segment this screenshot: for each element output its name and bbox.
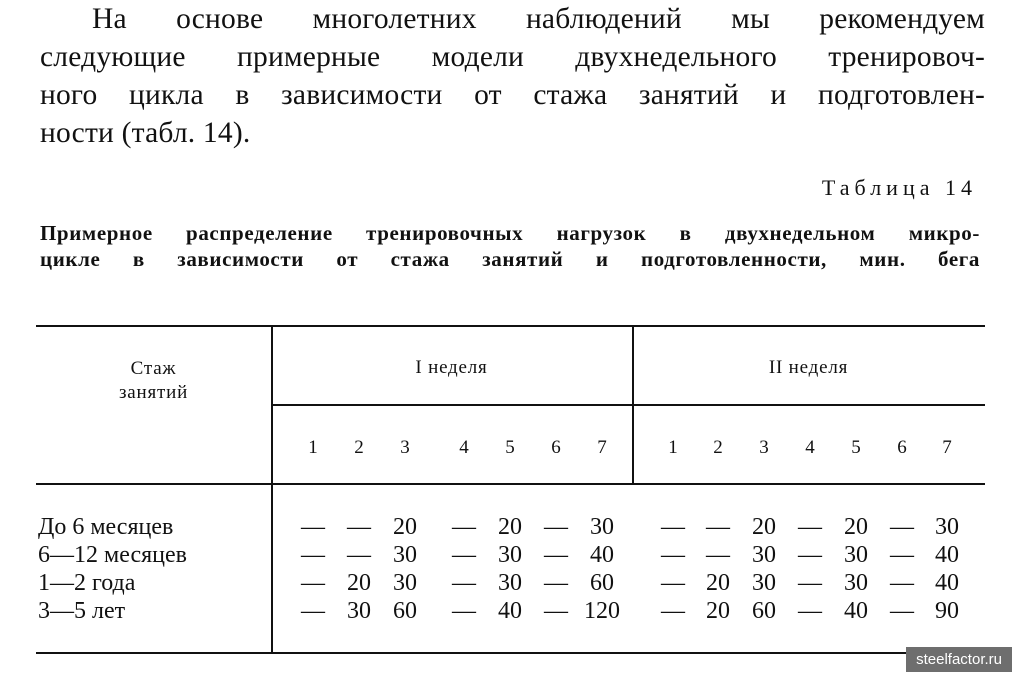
table-cell-value: —	[301, 570, 325, 596]
table-cell-value: 30	[347, 598, 371, 624]
row-label: 1—2 года	[38, 570, 136, 596]
day-number: 1	[308, 437, 318, 458]
table-cell-value: 30	[935, 514, 959, 540]
table-cell-value: —	[890, 570, 914, 596]
caption-line: цикле в зависимости от стажа занятий и подготовленности, мин. бега	[40, 247, 980, 271]
day-number: 5	[505, 437, 515, 458]
table-cell-value: 40	[935, 542, 959, 568]
table-cell-value: —	[301, 514, 325, 540]
table-number-label: Таблица 14	[821, 175, 977, 200]
table-cell-value: —	[706, 542, 730, 568]
table-cell-value: 20	[498, 514, 522, 540]
table-cell-value: 30	[752, 542, 776, 568]
table-cell-value: 20	[844, 514, 868, 540]
table-cell-value: 40	[844, 598, 868, 624]
week-1-header: I неделя	[415, 357, 488, 378]
table-cell-value: —	[661, 570, 685, 596]
day-number: 7	[597, 437, 607, 458]
table-cell-value: —	[798, 542, 822, 568]
row-label: До 6 месяцев	[38, 514, 174, 540]
table-cell-value: 60	[393, 598, 417, 624]
table-cell-value: —	[452, 542, 476, 568]
row-label: 3—5 лет	[38, 598, 126, 624]
table-cell-value: —	[301, 598, 325, 624]
table-cell-value: 30	[590, 514, 614, 540]
day-number: 5	[851, 437, 861, 458]
table-cell-value: 20	[706, 570, 730, 596]
day-number: 2	[354, 437, 364, 458]
table-cell-value: —	[890, 598, 914, 624]
table-cell-value: 20	[752, 514, 776, 540]
table-cell-value: 20	[347, 570, 371, 596]
day-number: 3	[400, 437, 410, 458]
table-cell-value: 30	[752, 570, 776, 596]
day-number: 6	[897, 437, 907, 458]
table-cell-value: —	[661, 542, 685, 568]
table-cell-value: —	[798, 514, 822, 540]
table-cell-value: —	[798, 570, 822, 596]
table-cell-value: 30	[844, 570, 868, 596]
intro-paragraph	[40, 0, 985, 152]
table-cell-value: —	[544, 514, 568, 540]
table-top-rule	[36, 325, 985, 327]
day-number: 3	[759, 437, 769, 458]
caption-line: Примерное распределение тренировочных нагрузок в двухнедельном микро-	[40, 221, 980, 245]
table-cell-value: 60	[590, 570, 614, 596]
table-cell-value: —	[890, 542, 914, 568]
table-cell-value: 60	[752, 598, 776, 624]
table-cell-value: —	[301, 542, 325, 568]
row-header-label: занятий	[118, 382, 189, 403]
table-column-rule	[632, 325, 634, 483]
table-caption	[40, 220, 980, 272]
table-cell-value: —	[452, 598, 476, 624]
table-cell-value: 120	[584, 598, 620, 624]
table-cell-value: 20	[706, 598, 730, 624]
table-cell-value: 40	[498, 598, 522, 624]
week-2-header: II неделя	[768, 357, 849, 378]
day-number: 2	[713, 437, 723, 458]
intro-line: ности (табл. 14).	[40, 117, 251, 149]
row-label: 6—12 месяцев	[38, 542, 187, 568]
table-cell-value: 30	[844, 542, 868, 568]
row-header-label: Стаж	[130, 358, 177, 379]
table-cell-value: 30	[393, 542, 417, 568]
intro-line: следующие примерные модели двухнедельного тренировоч-	[40, 41, 985, 73]
table-cell-value: 90	[935, 598, 959, 624]
table-bottom-rule	[36, 652, 985, 654]
table-cell-value: —	[544, 570, 568, 596]
table-cell-value: —	[452, 514, 476, 540]
table-cell-value: —	[347, 514, 371, 540]
intro-line: ного цикла в зависимости от стажа занятий и подготовлен-	[40, 79, 985, 111]
table-cell-value: —	[661, 514, 685, 540]
watermark: steelfactor.ru	[906, 647, 1012, 672]
table-cell-value: —	[798, 598, 822, 624]
table-cell-value: 20	[393, 514, 417, 540]
day-number: 4	[459, 437, 469, 458]
day-number: 1	[668, 437, 678, 458]
day-number: 4	[805, 437, 815, 458]
table-cell-value: —	[347, 542, 371, 568]
table-cell-value: —	[544, 542, 568, 568]
table-cell-value: —	[452, 570, 476, 596]
table-cell-value: 40	[590, 542, 614, 568]
table-header-rule	[36, 483, 985, 485]
table-cell-value: 40	[935, 570, 959, 596]
table-cell-value: —	[661, 598, 685, 624]
table-cell-value: 30	[498, 542, 522, 568]
table-cell-value: —	[706, 514, 730, 540]
table-cell-value: —	[890, 514, 914, 540]
table-cell-value: 30	[393, 570, 417, 596]
table-cell-value: —	[544, 598, 568, 624]
intro-line: На основе многолетних наблюдений мы рекомендуем	[92, 3, 985, 35]
table-cell-value: 30	[498, 570, 522, 596]
day-number: 6	[551, 437, 561, 458]
day-number: 7	[942, 437, 952, 458]
table-week-divider-rule	[271, 404, 985, 406]
